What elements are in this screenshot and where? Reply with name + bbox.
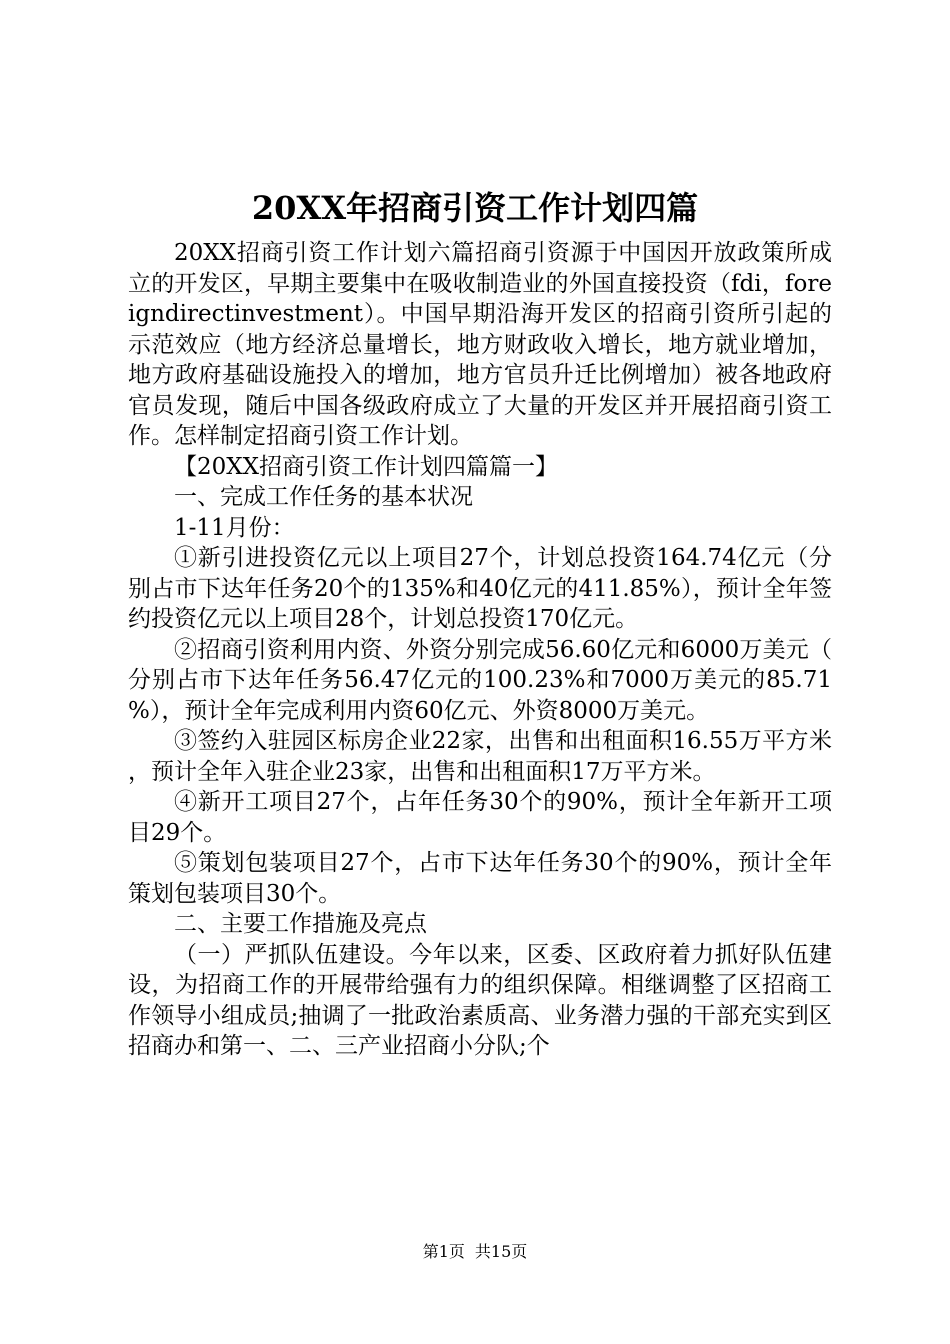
item-5-paragraph: ⑤策划包装项目27个，占市下达年任务30个的90%，预计全年策划包装项目30个。 [128, 850, 832, 907]
item-1-paragraph: ①新引进投资亿元以上项目27个，计划总投资164.74亿元（分别占市下达年任务20个的135%和40亿元的411.85%），预计全年签约投资亿元以上项目28个，计划总投资170亿元。 [128, 545, 832, 632]
heading-basic-status: 一、完成工作任务的基本状况 [174, 484, 473, 510]
intro-paragraph: 20XX招商引资工作计划六篇招商引资源于中国因开放政策所成立的开发区，早期主要集中在吸收制造业的外国直接投资（fdi，foreigndirectinvestment）。中国早期沿海开发区的招商引资所引起的示范效应（地方经济总量增长，地方财政收入增长，地方就业增加，地方政府基础设施投入的增加，地方官员升迁比例增加）被各地政府官员发现，随后中国各级政府成立了大量的开发区并开展招商引资工作。怎样制定招商引资工作计划。 [128, 240, 832, 449]
item-4-paragraph: ④新开工项目27个，占年任务30个的90%，预计全年新开工项目29个。 [128, 789, 832, 846]
page-footer [0, 1241, 950, 1263]
period-label: 1-11月份： [174, 514, 295, 541]
item-3-paragraph: ③签约入驻园区标房企业22家，出售和出租面积16.55万平方米，预计全年入驻企业23家，出售和出租面积17万平方米。 [128, 728, 832, 785]
section-header-part-one: 【20XX招商引资工作计划四篇篇一】 [174, 453, 559, 480]
measure-1-paragraph: （一）严抓队伍建设。今年以来，区委、区政府着力抓好队伍建设，为招商工作的开展带给强有力的组织保障。相继调整了区招商工作领导小组成员;抽调了一批政治素质高、业务潜力强的干部充实到区招商办和第一、二、三产业招商小分队;个 [128, 941, 832, 1059]
heading-measures: 二、主要工作措施及亮点 [174, 911, 427, 937]
document-body [128, 238, 832, 1062]
item-2-paragraph: ②招商引资利用内资、外资分别完成56.60亿元和6000万美元（分别占市下达年任务56.47亿元的100.23%和7000万美元的85.71%），预计全年完成利用内资60亿元、外资8000万美元。 [128, 636, 832, 724]
current-page-number: 第1页 [422, 1242, 465, 1261]
document-title: 20XX年招商引资工作计划四篇 [251, 189, 699, 227]
total-page-count: 共15页 [474, 1242, 528, 1261]
